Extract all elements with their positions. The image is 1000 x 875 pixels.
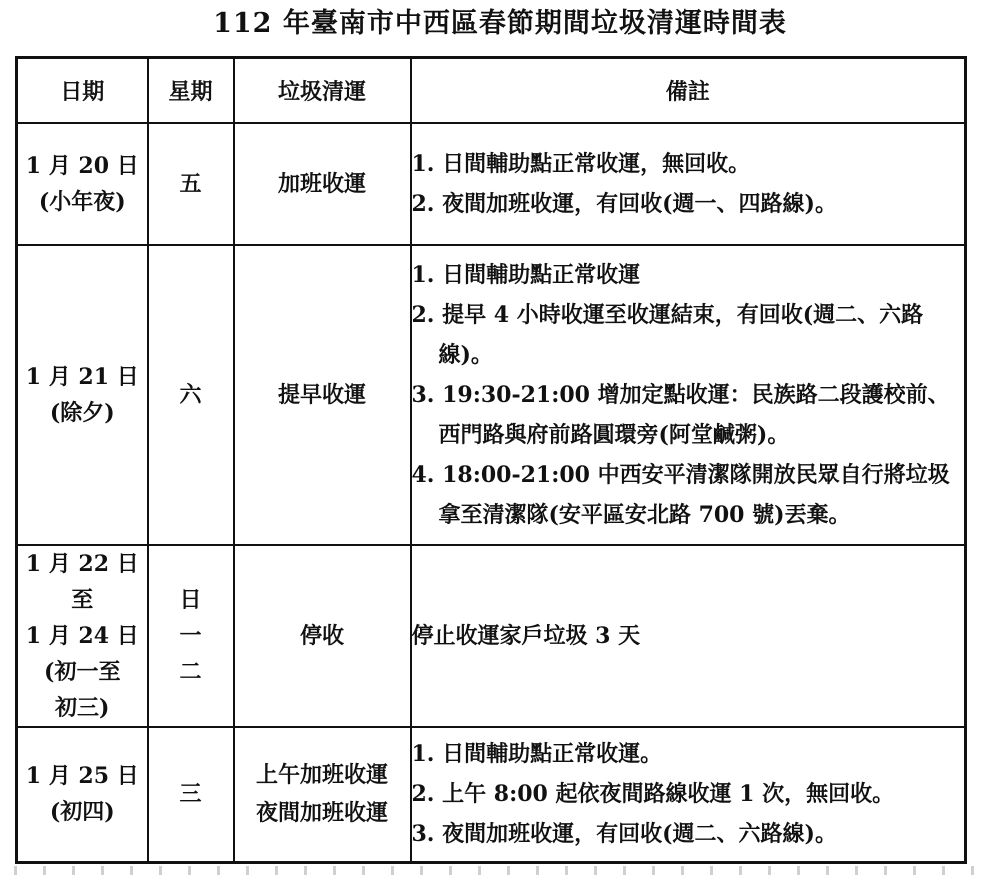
date-line: (初四) <box>49 799 115 826</box>
date-line: 1 月 24 日 <box>25 623 139 649</box>
schedule-table <box>15 56 967 864</box>
date-cell <box>17 245 148 545</box>
date-line: 1 月 22 日 <box>25 551 139 577</box>
notes-cell <box>411 245 966 545</box>
weekday-line: 六 <box>179 382 202 408</box>
header-notes: 備註 <box>411 58 966 124</box>
date-line: 1 月 25 日 <box>25 763 139 790</box>
date-line: (初一至 <box>44 659 121 685</box>
collection-line: 夜間加班收運 <box>255 800 388 827</box>
note-item: 2. 提早 4 小時收運至收運結束，有回收(週二、六路線)。 <box>411 302 924 368</box>
weekday-line: 一 <box>179 623 202 649</box>
weekday-cell <box>148 245 234 545</box>
header-collection: 垃圾清運 <box>234 58 411 124</box>
weekday-line: 三 <box>179 781 202 808</box>
date-line: 初三) <box>55 695 110 721</box>
header-date: 日期 <box>17 58 148 124</box>
collection-cell <box>234 545 411 727</box>
weekday-cell <box>148 123 234 245</box>
date-line: (小年夜) <box>38 189 126 215</box>
page-title: 112 年臺南市中西區春節期間垃圾清運時間表 <box>213 8 787 39</box>
date-line: 至 <box>71 587 94 613</box>
note-item: 3. 19:30-21:00 增加定點收運：民族路二段護校前、西門路與府前路圓環旁(阿堂鹹粥)。 <box>411 382 950 448</box>
collection-line: 上午加班收運 <box>255 762 388 789</box>
collection-line: 提早收運 <box>277 382 366 408</box>
table-row <box>17 123 966 245</box>
weekday-line: 五 <box>179 171 202 197</box>
date-cell <box>17 123 148 245</box>
date-cell <box>17 545 148 727</box>
note-item: 2. 夜間加班收運，有回收(週一、四路線)。 <box>411 191 837 217</box>
date-line: 1 月 20 日 <box>25 153 139 179</box>
note-item: 2. 上午 8:00 起依夜間路線收運 1 次，無回收。 <box>411 781 895 808</box>
table-row <box>17 727 966 862</box>
note-item: 停止收運家戶垃圾 3 天 <box>411 623 641 649</box>
collection-cell <box>234 123 411 245</box>
note-item: 4. 18:00-21:00 中西安平清潔隊開放民眾自行將垃圾拿至清潔隊(安平區安北路 700 號)丟棄。 <box>411 462 950 528</box>
collection-cell <box>234 727 411 862</box>
date-line: 1 月 21 日 <box>25 364 139 390</box>
note-item: 1. 日間輔助點正常收運。 <box>411 741 663 768</box>
note-item: 1. 日間輔助點正常收運 <box>411 262 641 288</box>
note-item: 1. 日間輔助點正常收運，無回收。 <box>411 151 751 177</box>
table-row <box>17 545 966 727</box>
collection-line: 加班收運 <box>277 171 366 197</box>
notes-cell <box>411 727 966 862</box>
clipped-text-remnant <box>0 866 1000 875</box>
date-line: (除夕) <box>49 400 115 426</box>
weekday-line: 二 <box>179 659 202 685</box>
date-cell <box>17 727 148 862</box>
weekday-line: 日 <box>179 587 202 613</box>
collection-cell <box>234 245 411 545</box>
note-item: 3. 夜間加班收運，有回收(週二、六路線)。 <box>411 821 837 848</box>
table-header-row <box>17 58 966 124</box>
weekday-cell <box>148 727 234 862</box>
notes-cell <box>411 545 966 727</box>
header-weekday: 星期 <box>148 58 234 124</box>
weekday-cell <box>148 545 234 727</box>
notes-cell <box>411 123 966 245</box>
collection-line: 停收 <box>299 623 344 649</box>
table-row <box>17 245 966 545</box>
